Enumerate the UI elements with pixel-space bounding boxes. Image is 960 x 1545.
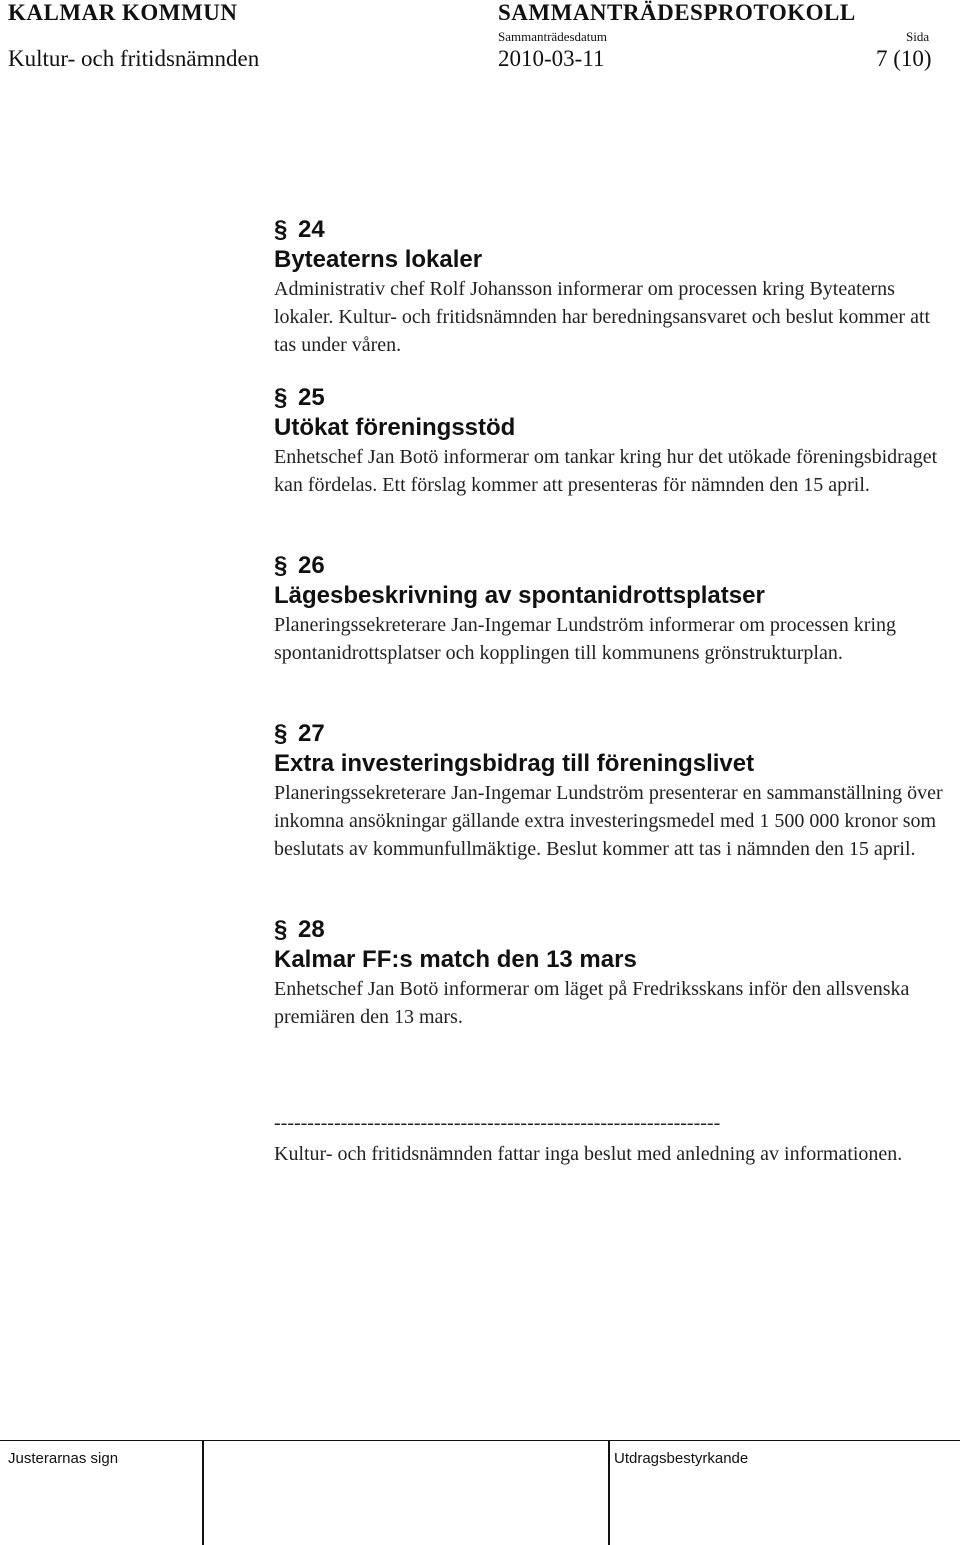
separator-line: ------------------------------------------------------------------- [274, 1112, 721, 1134]
agenda-item [274, 383, 944, 499]
item-number: § 25 [274, 384, 325, 411]
footer-divider [608, 1441, 610, 1545]
item-number: § 27 [274, 720, 325, 747]
item-body: Planeringssekreterare Jan-Ingemar Lundström presenterar en sammanställning över inkomna ansökningar gällande extra investeringsmedel med 1 500 000 kronor som beslutats av kommunfullmäktige. Beslut kommer att tas i nämnden den 15 april. [274, 782, 943, 860]
agenda-item [274, 551, 944, 667]
item-title: Extra investeringsbidrag till föreningslivet [274, 750, 755, 777]
agenda-item [274, 915, 944, 1031]
document-type: SAMMANTRÄDESPROTOKOLL [498, 0, 856, 25]
item-body: Enhetschef Jan Botö informerar om tankar kring hur det utökade föreningsbidraget kan fördelas. Ett förslag kommer att presenteras för nämnden den 15 april. [274, 446, 938, 496]
organization-name: KALMAR KOMMUN [8, 0, 238, 25]
page-label: Sida [906, 29, 930, 44]
item-body: Planeringssekreterare Jan-Ingemar Lundström informerar om processen kring spontanidrottsplatser och kopplingen till kommunens grönstrukturplan. [274, 614, 897, 664]
date-label: Sammanträdesdatum [498, 29, 608, 44]
section-symbol: § [274, 552, 288, 579]
page-number: 7 (10) [876, 46, 932, 71]
footer-utdragsbestyrkande: Utdragsbestyrkande [614, 1450, 749, 1467]
footer-justerarnas-sign: Justerarnas sign [8, 1450, 119, 1467]
item-title: Kalmar FF:s match den 13 mars [274, 946, 637, 973]
meeting-date: 2010-03-11 [498, 46, 605, 71]
agenda-item [274, 719, 944, 863]
footer-divider [202, 1441, 204, 1545]
section-symbol: § [274, 720, 288, 747]
committee-name: Kultur- och fritidsnämnden [8, 46, 260, 71]
item-body: Enhetschef Jan Botö informerar om läget på Fredriksskans inför den allsvenska premiären den 13 mars. [274, 978, 910, 1028]
item-number: § 28 [274, 916, 325, 943]
agenda-item [274, 215, 944, 359]
conclusion-text: Kultur- och fritidsnämnden fattar inga beslut med anledning av informationen. [274, 1143, 903, 1165]
item-number: § 26 [274, 552, 325, 579]
item-title: Utökat föreningsstöd [274, 414, 516, 441]
signature-footer [0, 1440, 960, 1545]
item-title: Byteaterns lokaler [274, 246, 483, 273]
section-symbol: § [274, 916, 288, 943]
section-symbol: § [274, 384, 288, 411]
item-number: § 24 [274, 216, 325, 243]
item-body: Administrativ chef Rolf Johansson informerar om processen kring Byteaterns lokaler. Kultur- och fritidsnämnden har beredningsansvaret och beslut kommer att tas under våren. [274, 278, 931, 356]
section-symbol: § [274, 216, 288, 243]
item-title: Lägesbeskrivning av spontanidrottsplatser [274, 582, 765, 609]
